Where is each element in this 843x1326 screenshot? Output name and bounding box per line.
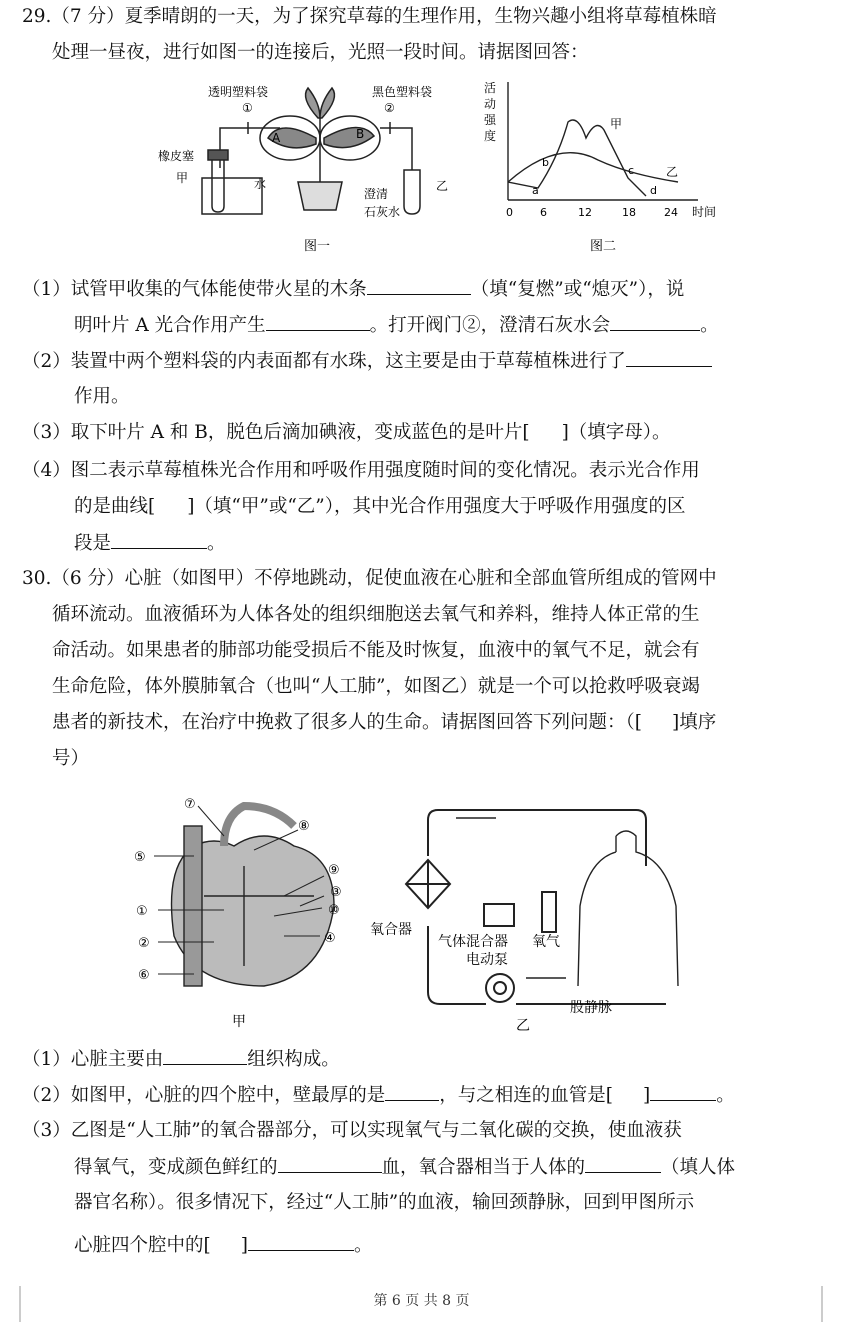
- q29-2-text-a: （2）装置中两个塑料袋的内表面都有水珠，这主要是由于草莓植株进行了: [22, 351, 626, 372]
- heart-label-2: ②: [138, 936, 150, 951]
- figure-1-caption: 图一: [304, 239, 331, 254]
- tick-0: 0: [506, 206, 513, 219]
- curve-yi: [508, 153, 678, 182]
- label-curve-yi: 乙: [666, 165, 679, 179]
- point-d: d: [650, 184, 657, 197]
- q29-1-blank-2[interactable]: [266, 312, 370, 331]
- heart-label-10: ⑩: [328, 903, 340, 918]
- heart-label-7: ⑦: [184, 797, 196, 812]
- q30-stem-line5: [52, 710, 716, 736]
- circuit-loop: [428, 810, 666, 1004]
- q29-4-text-b: 的是曲线[: [74, 496, 156, 517]
- q30-3-text-b: 得氧气，变成颜色鲜红的: [74, 1157, 278, 1178]
- q30-3-text-h: 。: [353, 1235, 373, 1256]
- figure-artificial-lung: [366, 796, 706, 1036]
- q30-3-line4: [74, 1232, 372, 1259]
- q29-4-line1: （4）图二表示草莓植株光合作用和呼吸作用强度随时间的变化情况。表示光合作用: [22, 460, 700, 481]
- curve-jia: [508, 120, 646, 196]
- q30-3-blank-3[interactable]: [248, 1232, 354, 1251]
- pump: [486, 974, 514, 1002]
- heart-label-9: ⑨: [328, 863, 340, 878]
- q30-1-text-b: 组织构成。: [247, 1049, 340, 1070]
- beaker: [202, 178, 262, 214]
- y-label-4: 度: [484, 129, 497, 143]
- q30-1-blank[interactable]: [163, 1046, 247, 1065]
- tick-6: 6: [540, 206, 547, 219]
- tick-18: 18: [622, 206, 636, 219]
- q29-3-text-b: ]（填字母）。: [561, 422, 671, 443]
- point-c: c: [628, 164, 635, 177]
- heart-label-4: ④: [324, 931, 336, 946]
- page-footer: 第 6 页 共 8 页: [373, 1293, 470, 1309]
- label-tube-jia: 甲: [176, 171, 189, 185]
- heart-label-6: ⑥: [138, 968, 150, 983]
- heart-label-3: ③: [330, 885, 342, 900]
- q30-3-text-d: （填人体: [661, 1157, 736, 1178]
- figure-heart: [124, 786, 374, 1036]
- q29-4-text-d: 段是: [74, 533, 112, 554]
- label-lime-2: 石灰水: [364, 205, 401, 219]
- q30-3-text-c: 血，氧合器相当于人体的: [381, 1157, 586, 1178]
- q30-3-blank-1[interactable]: [278, 1154, 382, 1173]
- label-stopper: 橡皮塞: [158, 149, 195, 163]
- gas-mixer: [484, 904, 514, 926]
- q30-2-text-d: 。: [716, 1085, 735, 1106]
- q29-stem-line1: 29.（7 分）夏季晴朗的一天，为了探究草莓的生理作用，生物兴趣小组将草莓植株暗: [22, 6, 717, 27]
- label-oxygen: 氧气: [532, 934, 560, 950]
- q29-2-line2: 作用。: [74, 386, 130, 407]
- label-oxygenator: 氧合器: [370, 922, 412, 938]
- q30-stem-5b: ]填序: [671, 712, 717, 733]
- q30-2-text-b: ，与之相连的血管是[: [439, 1085, 613, 1106]
- q29-4-text-e: 。: [207, 533, 226, 554]
- q29-1-text-d: 。打开阀门②，澄清石灰水会: [369, 315, 611, 336]
- heart-label-5: ⑤: [134, 850, 146, 865]
- q29-4-blank[interactable]: [111, 530, 207, 549]
- q30-2-line: [22, 1082, 735, 1109]
- test-tube-yi: [404, 170, 420, 214]
- vena-cava: [184, 826, 202, 986]
- x-label-time: 时间: [692, 205, 717, 219]
- heart-label-8: ⑧: [298, 819, 310, 834]
- label-valve-2: ②: [384, 101, 395, 115]
- q29-1-text-c: 明叶片 A 光合作用产生: [74, 315, 266, 336]
- q29-3-text-a: （3）取下叶片 A 和 B，脱色后滴加碘液，变成蓝色的是叶片[: [22, 422, 530, 443]
- label-black-bag: 黑色塑料袋: [372, 85, 433, 99]
- test-tube-jia: [212, 158, 224, 212]
- point-b: b: [542, 156, 549, 169]
- q30-2-blank-1[interactable]: [385, 1082, 439, 1101]
- flower-pot: [298, 182, 342, 210]
- q29-1-text-a: （1）试管甲收集的气体能使带火星的木条: [22, 279, 367, 300]
- q30-stem-5a: 患者的新技术，在治疗中挽救了很多人的生命。请据图回答下列问题：（[: [52, 712, 642, 733]
- label-water: 水: [254, 177, 267, 191]
- q30-stem-line6: 号）: [52, 748, 90, 769]
- q30-1-text-a: （1）心脏主要由: [22, 1049, 164, 1070]
- q30-3-line3: 器官名称）。很多情况下，经过“人工肺”的血液，输回颈静脉，回到甲图所示: [74, 1192, 695, 1213]
- leaf-B: [324, 127, 374, 147]
- label-gas-mixer: 气体混合器: [438, 934, 508, 950]
- q29-1-text-e: 。: [700, 315, 719, 336]
- q29-1-blank-1[interactable]: [367, 276, 471, 295]
- q29-4-text-c: ]（填“甲”或“乙”），其中光合作用强度大于呼吸作用强度的区: [187, 496, 686, 517]
- q29-4-line3: [74, 530, 226, 557]
- heart-caption: 甲: [232, 1014, 246, 1030]
- label-valve-1: ①: [242, 101, 253, 115]
- label-leaf-a: A: [272, 131, 281, 145]
- q30-1-line: [22, 1046, 340, 1073]
- q30-3-text-g: ]: [240, 1235, 248, 1256]
- q30-stem-line4: 生命危险，体外膜肺氧合（也叫“人工肺”，如图乙）就是一个可以抢救呼吸衰竭: [52, 676, 700, 697]
- y-label-3: 强: [484, 113, 497, 127]
- label-pump: 电动泵: [466, 952, 508, 968]
- q30-3-blank-2[interactable]: [585, 1154, 661, 1173]
- q30-stem-line3: 命活动。如果患者的肺部功能受损后不能及时恢复，血液中的氧气不足，就会有: [52, 640, 700, 661]
- figure-1-apparatus: [150, 78, 480, 258]
- q30-stem-line1: 30.（6 分）心脏（如图甲）不停地跳动，促使血液在心脏和全部血管所组成的管网中: [22, 568, 717, 589]
- q30-2-blank-2[interactable]: [650, 1082, 716, 1101]
- label-tube-yi: 乙: [436, 179, 449, 193]
- label-femoral-vein: 股静脉: [570, 1000, 612, 1016]
- figure-2-caption: 图二: [590, 239, 617, 254]
- heart-label-1: ①: [136, 904, 148, 919]
- q30-2-text-c: ]: [643, 1085, 651, 1106]
- y-label-1: 活: [484, 81, 497, 95]
- tick-24: 24: [664, 206, 678, 219]
- q29-stem-line2: 处理一昼夜，进行如图一的连接后，光照一段时间。请据图回答：: [52, 42, 589, 63]
- lung-caption: 乙: [516, 1018, 530, 1034]
- label-lime-1: 澄清: [364, 187, 389, 201]
- figure-2-chart: [478, 78, 738, 258]
- q29-2-blank[interactable]: [626, 348, 712, 367]
- label-leaf-b: B: [356, 127, 365, 141]
- q29-4-line2: [74, 494, 686, 520]
- human-body: [578, 831, 678, 986]
- q29-1-text-b: （填“复燃”或“熄灭”），说: [470, 279, 685, 300]
- q30-3-line2: [74, 1154, 735, 1181]
- oxygen-tank: [542, 892, 556, 932]
- y-label-2: 动: [484, 97, 497, 111]
- q29-2-line1: [22, 348, 712, 375]
- q29-3-line: [22, 420, 671, 446]
- label-curve-jia: 甲: [610, 117, 623, 131]
- q30-3-text-f: 心脏四个腔中的[: [74, 1235, 211, 1256]
- point-a: a: [532, 184, 539, 197]
- right-pipe: [380, 128, 412, 170]
- q29-1-blank-3[interactable]: [610, 312, 700, 331]
- q29-1-line1: [22, 276, 684, 303]
- label-clear-bag: 透明塑料袋: [208, 85, 269, 99]
- tick-12: 12: [578, 206, 592, 219]
- q29-1-line2: [74, 312, 719, 339]
- q30-2-text-a: （2）如图甲，心脏的四个腔中，壁最厚的是: [22, 1085, 386, 1106]
- q30-3-line1: （3）乙图是“人工肺”的氧合器部分，可以实现氧气与二氧化碳的交换，使血液获: [22, 1120, 682, 1141]
- q30-stem-line2: 循环流动。血液循环为人体各处的组织细胞送去氧气和养料，维持人体正常的生: [52, 604, 700, 625]
